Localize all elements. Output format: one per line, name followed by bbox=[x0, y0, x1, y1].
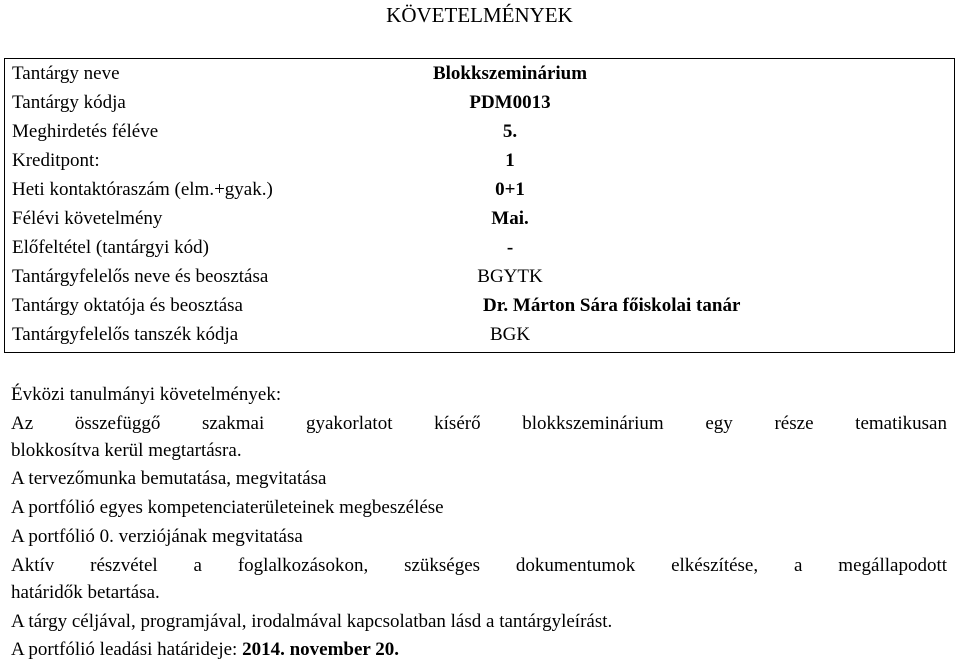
info-value: Mai. bbox=[491, 208, 529, 229]
course-info-table bbox=[4, 58, 955, 353]
paragraph-line: Az összefüggő szakmai gyakorlatot kísérő blokkszeminárium egy része tematikusan bbox=[11, 413, 947, 434]
info-row-requirement bbox=[5, 204, 954, 233]
info-value: PDM0013 bbox=[469, 92, 551, 113]
info-row-course-code bbox=[5, 88, 954, 117]
paragraph-line: A tárgy céljával, programjával, irodalmával kapcsolatban lásd a tantárgyleírást. bbox=[11, 611, 613, 632]
info-label: Heti kontaktóraszám (elm.+gyak.) bbox=[12, 179, 273, 200]
info-value: 0+1 bbox=[495, 179, 525, 200]
deadline-date: 2014. november 20. bbox=[242, 639, 400, 660]
page-title: KÖVETELMÉNYEK bbox=[386, 3, 573, 27]
info-label: Előfeltétel (tantárgyi kód) bbox=[12, 237, 209, 258]
instructor-title: Dr. bbox=[483, 295, 513, 316]
info-label: Tantárgyfelelős tanszék kódja bbox=[12, 324, 239, 345]
deadline-label: A portfólió leadási határideje: bbox=[11, 639, 243, 660]
info-value: 1 bbox=[505, 150, 515, 171]
info-label: Tantárgy oktatója és beosztása bbox=[12, 295, 243, 316]
info-row-credits bbox=[5, 146, 954, 175]
paragraph-line: határidők betartása. bbox=[11, 582, 160, 603]
info-row-course-name bbox=[5, 59, 954, 88]
info-row-responsible bbox=[5, 262, 954, 291]
info-row-instructor bbox=[5, 291, 954, 320]
info-value: BGYTK bbox=[477, 266, 543, 287]
deadline-line bbox=[11, 638, 399, 662]
instructor-name: Márton Sára főiskolai tanár bbox=[512, 295, 741, 316]
info-label: Meghirdetés féléve bbox=[12, 121, 159, 142]
paragraph-line: blokkosítva kerül megtartásra. bbox=[11, 440, 242, 461]
list-item: A portfólió 0. verziójának megvitatása bbox=[11, 526, 303, 547]
list-item: A portfólió egyes kompetenciaterületeinek megbeszélése bbox=[11, 497, 444, 518]
info-label: Tantárgy neve bbox=[12, 63, 120, 84]
info-row-semester bbox=[5, 117, 954, 146]
info-value: Blokkszeminárium bbox=[432, 63, 588, 84]
info-label: Kreditpont: bbox=[12, 150, 100, 171]
info-row-department bbox=[5, 320, 954, 349]
info-value: BGK bbox=[489, 324, 531, 345]
paragraph-line: Aktív részvétel a foglalkozásokon, szükséges dokumentumok elkészítése, a megállapodott bbox=[11, 555, 947, 576]
info-label: Félévi követelmény bbox=[12, 208, 163, 229]
list-item: A tervezőmunka bemutatása, megvitatása bbox=[11, 468, 327, 489]
info-label: Tantárgy kódja bbox=[12, 92, 126, 113]
info-label: Tantárgyfelelős neve és beosztása bbox=[12, 266, 269, 287]
info-value bbox=[483, 291, 863, 320]
requirements-heading: Évközi tanulmányi követelmények: bbox=[11, 384, 282, 405]
info-value: - bbox=[506, 237, 514, 258]
info-row-prerequisite bbox=[5, 233, 954, 262]
info-value: 5. bbox=[502, 121, 518, 142]
info-row-contact-hours bbox=[5, 175, 954, 204]
